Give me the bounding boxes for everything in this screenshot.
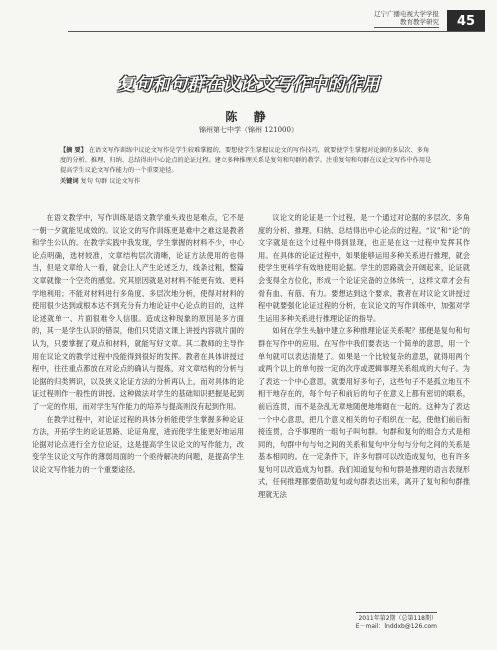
page-number-box xyxy=(447,10,485,32)
issue-info: 2011年第2期（总第118期） xyxy=(358,615,437,622)
author-affiliation: 锦州第七中学（锦州 121000） xyxy=(199,126,298,134)
keywords-line xyxy=(60,177,435,187)
article-title: 复句和句群在议论文写作中的作用 xyxy=(117,75,380,95)
footer-rule xyxy=(356,612,437,613)
journal-name: 辽宁广播电视大学学报 xyxy=(374,10,439,18)
right-paragraph-1: 议论文的论证是一个过程，是一个通过对论据的多层次、多角度的分析、推理、归纳、总结得出中心论点的过程。“议”和“论”的文字就是在这个过程中得到显现，也正是在这一过程中发挥其作用。在具体的论证过程中，如果能够运用多种关系进行推理，就会使学生更科学有效地使用论据。学生的思路就会开阔起来，论证就会变得全方位化，形成一个论证完备的立体统一，这样文章才会有骨有血、有筋、有力。要想达到这个要求，教者在对议论文讲授过程中就要强化论证过程的分析，在议论文的写作训练中，加强对学生运用多种关系进行推理论证的指导。 xyxy=(258,213,470,323)
body-right-column xyxy=(258,212,470,502)
abstract-paragraph xyxy=(60,146,435,176)
keywords-label: 关键词 xyxy=(60,178,79,185)
keywords-text: 复句 句群 议论文写作 xyxy=(80,178,141,185)
header-rule xyxy=(374,27,439,28)
journal-header xyxy=(374,10,439,28)
abstract-label: 【摘 要】 xyxy=(60,147,87,154)
page-footer xyxy=(356,612,437,631)
article-author: 陈 静 xyxy=(225,110,272,124)
left-paragraph-1: 在语文教学中，写作训练是语文教学重头戏也是难点，它不是一朝一夕就能见成效的。议论文的写作训练更是难中之难这是教者和学生公认的。在教学实践中我发现，学生掌握的材料不少，中心论点明确，选材较准，文章结构层次清晰，论证方法使用的也得当，但是文章给人一看，就会让人产生论述乏力，线条过粗，整篇文章就像一个空壳的感觉。究其原因就是对材料不能更有效、更科学地利用；不能对材料进行多角度、多层次地分析，使得对材料的使用很少达到或根本达不到充分有力地论证中心论点的目的，这样论述就单一、片面很难令人信服。造成这种现象的原因是多方面的，其一是学生认识的错误，他们只凭语文课上讲授内容就片面的认为，只要掌握了观点和材料，就能写好文章。其二教师的主导作用在议论文的教学过程中没能得到很好的发挥。教者在具体讲授过程中，往往重点都放在对论点的确认与提炼，对文章结构的分析与论据的归类辨识，以及狭义论证方法的分析再认上，而对具体的论证过程则作一般性的讲授。这种做法对学生的基础知识把握是起到了一定的作用，而对学生写作能力的培养与提高则没有起到作用。 xyxy=(32,213,244,411)
left-paragraph-2: 在教学过程中，对论证过程的具体分析能使学生掌握多种论证方法，开拓学生的论证思路、论证角度，进而使学生能更好地运用论据对论点进行全方位论证，这是提高学生议论文的写作能力，改变学生议论文写作的薄弱局面的一个亟待解决的问题，是提高学生议论文写作能力的一个重要途径。 xyxy=(32,414,244,474)
journal-section: 教育教学研究 xyxy=(400,18,439,26)
body-left-column xyxy=(32,212,244,476)
right-paragraph-2: 如何在学生头脑中建立多种推理论证关系呢？那便是复句和句群在写作中的应用。在写作中我们要表达一个简单的意思，用一个单句就可以表达清楚了。如果是一个比较复杂的意思，就得用两个或两个以上的单句按一定的次序或逻辑事理关系组成的大句子。为了表达一个中心意思，就要用好多句子，这些句子不是孤立地互不相干地存在的，每个句子和前后的句子在意义上都有密切的联系，前后连贯，而不是杂乱无章地随便地堆砌在一起的。这种为了表达一个中心意思，把几个意义相关的句子组织在一起，使他们前后衔接连贯，合乎事理的一组句子叫句群。句群和复句的组合方式是相同的，句群中句与句之间的关系和复句中分句与分句之间的关系是基本相同的。在一定条件下，许多句群可以改造成复句，也有许多复句可以改造成为句群。我们知道复句和句群是推理的语言表现形式，任何推理都要借助复句或句群表达出来，离开了复句和句群推理就无法 xyxy=(258,326,470,500)
contact-email: E－mail：lnddxb@126.com xyxy=(355,623,437,630)
abstract-text: 在语文写作训练中议论文写作是学生较难掌握的，要想使学生掌握议论文的写作技巧，就要使学生掌握对论据的多层次、多角度的分析、推理、归纳、总结得出中心论点的论证过程。建立多种推理关系是复句和句群的教学。注重复句和句群在议论文写作中作用是提高学生议论文写作能力的一个重要途径。 xyxy=(60,147,432,174)
abstract-block xyxy=(60,146,435,187)
page-number: 45 xyxy=(456,13,476,29)
top-divider xyxy=(68,31,485,32)
